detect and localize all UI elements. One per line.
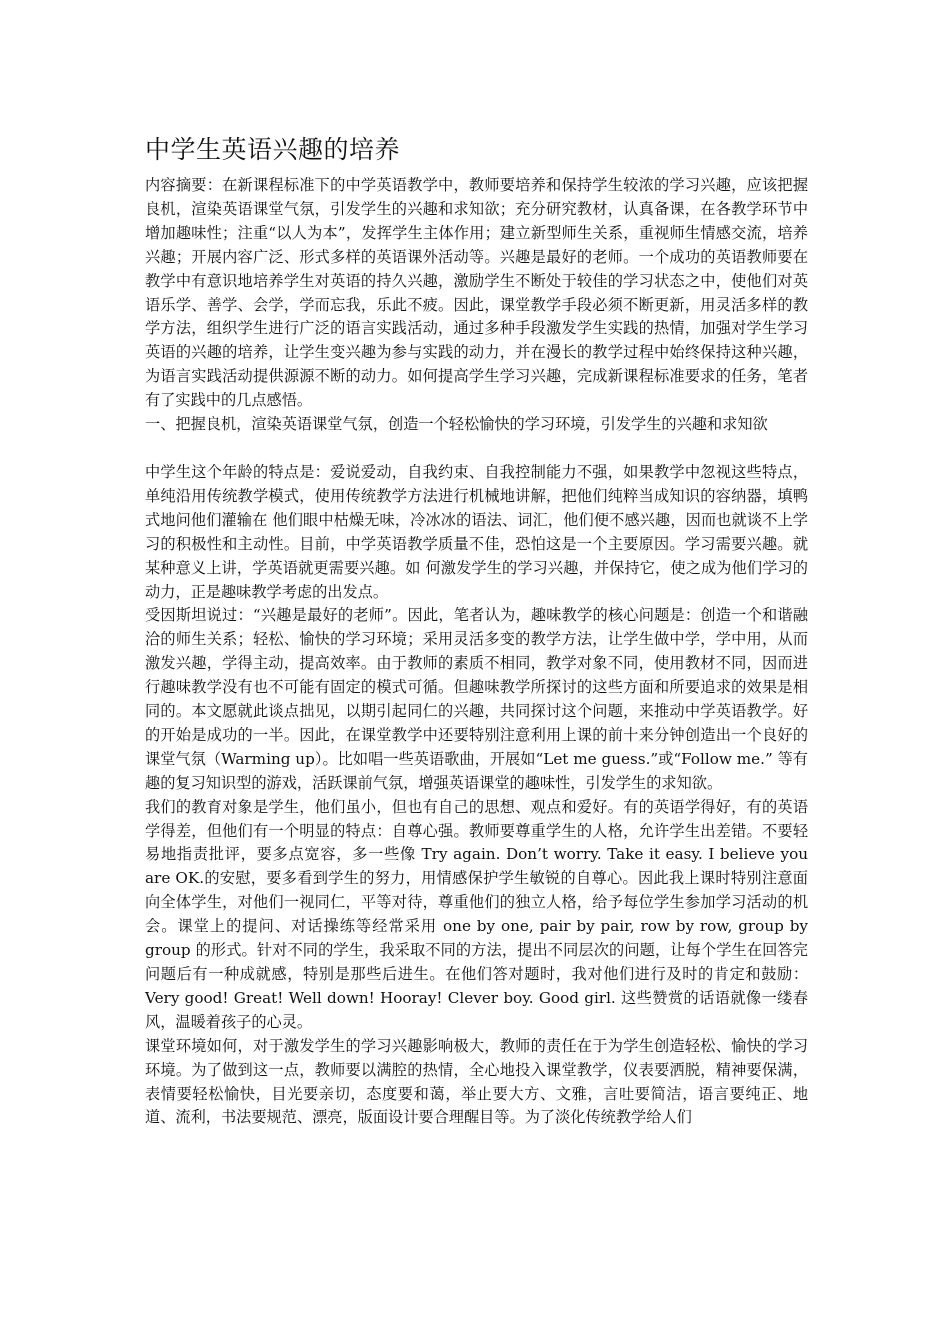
blank-line: [145, 437, 808, 461]
abstract-paragraph: 内容摘要：在新课程标准下的中学英语教学中，教师要培养和保持学生较浓的学习兴趣，应该把握良机，渲染英语课堂气氛，引发学生的兴趣和求知欲；充分研究教材，认真备课，在各教学环节中增加趣味性；注重“以人为本”，发挥学生主体作用；建立新型师生关系，重视师生情感交流，培养兴趣；开展内容广泛、形式多样的英语课外活动等。兴趣是最好的老师。一个成功的英语教师要在教学中有意识地培养学生对英语的持久兴趣，激励学生不断处于较佳的学习状态之中，使他们对英语乐学、善学、会学，学而忘我，乐此不疲。因此，课堂教学手段必须不断更新，用灵活多样的教学方法，组织学生进行广泛的语言实践活动，通过多种手段激发学生实践的热情，加强对学生学习英语的兴趣的培养，让学生变兴趣为参与实践的动力，并在漫长的教学过程中始终保持这种兴趣，为语言实践活动提供源源不断的动力。如何提高学生学习兴趣，完成新课程标准要求的任务，笔者有了实践中的几点感悟。: [145, 176, 808, 410]
body-paragraph: 我们的教育对象是学生，他们虽小，但也有自己的思想、观点和爱好。有的英语学得好，有的英语学得差，但他们有一个明显的特点：自尊心强。教师要尊重学生的人格，允许学生出差错。不要轻易地指责批评，要多点宽容，多一些像 Try again. Don’t worry. Take it easy. I believe you are OK.的安慰，要多看到学生的努力，用情感保护学生敏锐的自尊心。因此我上课时特别注意面向全体学生，对他们一视同仁，平等对待，尊重他们的独立人格，给予每位学生参加学习活动的机会。课堂上的提问、对话操练等经常采用 one by one, pair by pair, row by row, group by group 的形式。针对不同的学生，我采取不同的方法，提出不同层次的问题，让每个学生在回答完问题后有一种成就感，特别是那些后进生。在他们答对题时，我对他们进行及时的肯定和鼓励：Very good! Great! Well down! Hooray! Clever boy. Good girl. 这些赞赏的话语就像一缕春风，温暖着孩子的心灵。: [145, 797, 808, 1031]
document-title: 中学生英语兴趣的培养: [145, 135, 401, 164]
body-paragraph: 受因斯坦说过：“兴趣是最好的老师”。因此，笔者认为，趣味教学的核心问题是：创造一个和谐融洽的师生关系；轻松、愉快的学习环境；采用灵活多变的教学方法，让学生做中学，学中用，从而激发兴趣，学得主动，提高效率。由于教师的素质不相同，教学对象不同，使用教材不同，因而进行趣味教学没有也不可能有固定的模式可循。但趣味教学所探讨的这些方面和所要追求的效果是相同的。本文愿就此谈点拙见，以期引起同仁的兴趣，共同探讨这个问题，来推动中学英语教学。好的开始是成功的一半。因此，在课堂教学中还要特别注意利用上课的前十来分钟创造出一个良好的课堂气氛（Warming up）。比如唱一些英语歌曲，开展如“Let me guess.”或“Follow me.” 等有趣的复习知识型的游戏，活跃课前气氛，增强英语课堂的趣味性，引发学生的求知欲。: [145, 606, 808, 792]
body-paragraph: 中学生这个年龄的特点是：爱说爱动，自我约束、自我控制能力不强，如果教学中忽视这些特点，单纯沿用传统教学模式，使用传统教学方法进行机械地讲解，把他们纯粹当成知识的容纳器，填鸭式地问他们灌输在 他们眼中枯燥无味，冷冰冰的语法、词汇，他们便不感兴趣，因而也就谈不上学习的积极性和主动性。目前，中学英语教学质量不佳，恐怕这是一个主要原因。学习需要兴趣。就某种意义上讲，学英语就更需要兴趣。如 何激发学生的学习兴趣，并保持它，使之成为他们学习的动力，正是趣味教学考虑的出发点。: [145, 462, 808, 601]
section-heading: 一、把握良机，渲染英语课堂气氛，创造一个轻松愉快的学习环境，引发学生的兴趣和求知欲: [145, 415, 768, 434]
document-body: [145, 133, 808, 1130]
body-paragraph: 课堂环境如何，对于激发学生的学习兴趣影响极大，教师的责任在于为学生创造轻松、愉快的学习环境。为了做到这一点，教师要以满腔的热情，全心地投入课堂教学，仪表要洒脱，精神要保满，表情要轻松愉快，目光要亲切，态度要和蔼，举止要大方、文雅，言吐要简洁，语言要纯正、地道、流利，书法要规范、漂亮，版面设计要合理醒目等。为了淡化传统教学给人们: [145, 1036, 808, 1127]
